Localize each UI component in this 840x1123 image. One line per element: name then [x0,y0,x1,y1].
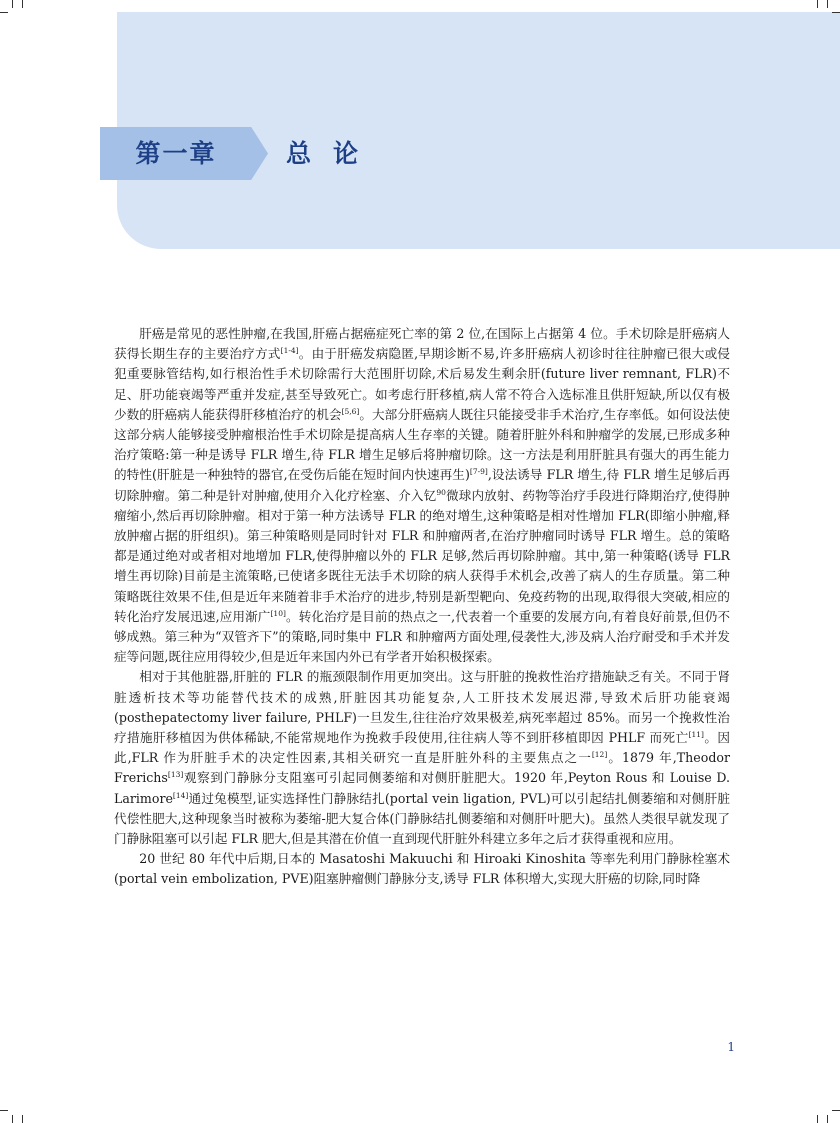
paragraph [114,849,730,889]
crop-mark [12,0,13,8]
crop-mark [0,12,8,13]
text-run: 通过兔模型,证实选择性门静脉结扎(portal vein ligation, PVL)可以引起结扎侧萎缩和对侧肝脏代偿性肥大,这种现象当时被称为萎缩-肥大复合体(门静脉结扎侧萎缩和对侧肝叶肥大)。虽然人类很早就发现了门静脉阻塞可以引起 FLR 肥大,但是其潜在价值一直到现代肝脏外科建立多年之后才获得重视和应用。 [114,790,730,847]
crop-mark [827,1115,828,1123]
text-run: 。大部分肝癌病人既往只能接受非手术治疗,生存率低。如何设法使这部分病人能够接受肿瘤根治性手术切除是提高病人生存率的关键。随着肝脏外科和肿瘤学的发展,已形成多种治疗策略:第一种是诱导 FLR 增生,待 FLR 增生足够后将肿瘤切除。这一方法是利用肝脏具有强大的再生能力的特性(肝脏是一种独特的器官,在受伤后能在短时间内快速再生) [114,406,731,483]
crop-mark [832,1110,840,1111]
text-run: 相对于其他脏器,肝脏的 FLR 的瓶颈限制作用更加突出。这与肝脏的挽救性治疗措施缺乏有关。不同于肾脏透析技术等功能替代技术的成熟,肝脏因其功能复杂,人工肝技术发展迟滞,导致术后肝功能衰竭(posthepatectomy liver failure, PHLF)一旦发生,往往治疗效果极差,病死率超过 85%。而另一个挽救性治疗措施肝移植因为供体稀缺,不能常规地作为挽救手段使用,往往病人等不到肝移植即因 PHLF 而死亡 [114,669,730,746]
page-number: 1 [727,1040,735,1054]
text-run: ,设法诱导 FLR 增生,待 FLR 增生足够后再切除肿瘤。第二种是针对肿瘤,使用介入化疗栓塞、介入钇 [114,467,730,503]
text-run: 。转化治疗是目前的热点之一,代表着一个重要的发展方向,有着良好前景,但仍不够成熟。第三种为“双管齐下”的策略,同时集中 FLR 和肿瘤两方面处理,侵袭性大,涉及病人治疗耐受和手术并发症等问题,既往应用得较少,但是近年来国内外已有学者开始积极探索。 [114,608,730,665]
citation-ref: [14] [172,790,189,800]
crop-mark [12,1115,13,1123]
crop-mark [22,1115,23,1123]
text-run: 观察到门静脉分支阻塞可引起同侧萎缩和对侧肝脏肥大。1920 年,Peyton Rous 和 Louise D. Larimore [114,770,730,806]
text-run: 。因此,FLR 作为肝脏手术的决定性因素,其相关研究一直是肝脏外科的主要焦点之一 [114,730,731,766]
crop-mark [827,0,828,8]
text-run: 微球内放射、药物等治疗手段进行降期治疗,使得肿瘤缩小,然后再切除肿瘤。相对于第一种方法诱导 FLR 的绝对增生,这种策略是相对性增加 FLR(即缩小肿瘤,释放肿瘤占据的肝组织)。第三种策略则是同时针对 FLR 和肿瘤两者,在治疗肿瘤同时诱导 FLR 增生。总的策略都是通过绝对或者相对地增加 FLR,使得肿瘤以外的 FLR 足够,然后再切除肿瘤。其中,第一种策略(诱导 FLR 增生再切除)目前是主流策略,已使诸多既往无法手术切除的病人获得手术机会,改善了病人的生存质量。第二种策略既往效果不佳,但是近年来随着非手术治疗的进步,特别是新型靶向、免疫药物的出现,取得很大突破,相应的转化治疗发展迅速,应用渐广 [114,487,730,624]
text-run: 。1879 年,Theodor Frerichs [114,750,730,786]
crop-mark [832,12,840,13]
isotope-superscript: 90 [436,487,446,497]
paragraph [114,324,730,667]
citation-ref: [1-4] [280,346,299,356]
citation-ref: [7-9] [469,467,488,477]
citation-ref: [10] [270,608,286,618]
body-text [114,324,730,890]
citation-ref: [13] [167,770,184,780]
crop-mark [0,1110,8,1111]
text-run: 20 世纪 80 年代中后期,日本的 Masatoshi Makuuchi 和 Hiroaki Kinoshita 等率先利用门静脉栓塞术(portal vein embolization, PVE)阻塞肿瘤侧门静脉分支,诱导 FLR 体积增大,实现大肝癌的切除,同时降 [114,851,730,887]
text-run: 。由于肝癌发病隐匿,早期诊断不易,许多肝癌病人初诊时往往肿瘤已很大或侵犯重要脉管结构,如行根治性手术切除需行大范围肝切除,术后易发生剩余肝(future liver remnant, FLR)不足、肝功能衰竭等严重并发症,甚至导致死亡。如考虑行肝移植,病人常不符合入选标准且供肝短缺,所以仅有极少数的肝癌病人能获得肝移植治疗的机会 [114,346,731,422]
citation-ref: [5,6] [341,406,360,416]
citation-ref: [12] [591,750,608,760]
text-run: 肝癌是常见的恶性肿瘤,在我国,肝癌占据癌症死亡率的第 2 位,在国际上占据第 4 位。手术切除是肝癌病人获得长期生存的主要治疗方式 [114,326,730,362]
citation-ref: [11] [688,730,704,740]
paragraph [114,667,730,849]
crop-mark [817,0,818,8]
crop-mark [22,0,23,8]
chapter-title: 总论 [286,139,381,168]
chapter-number: 第一章 [135,139,217,168]
crop-mark [817,1115,818,1123]
